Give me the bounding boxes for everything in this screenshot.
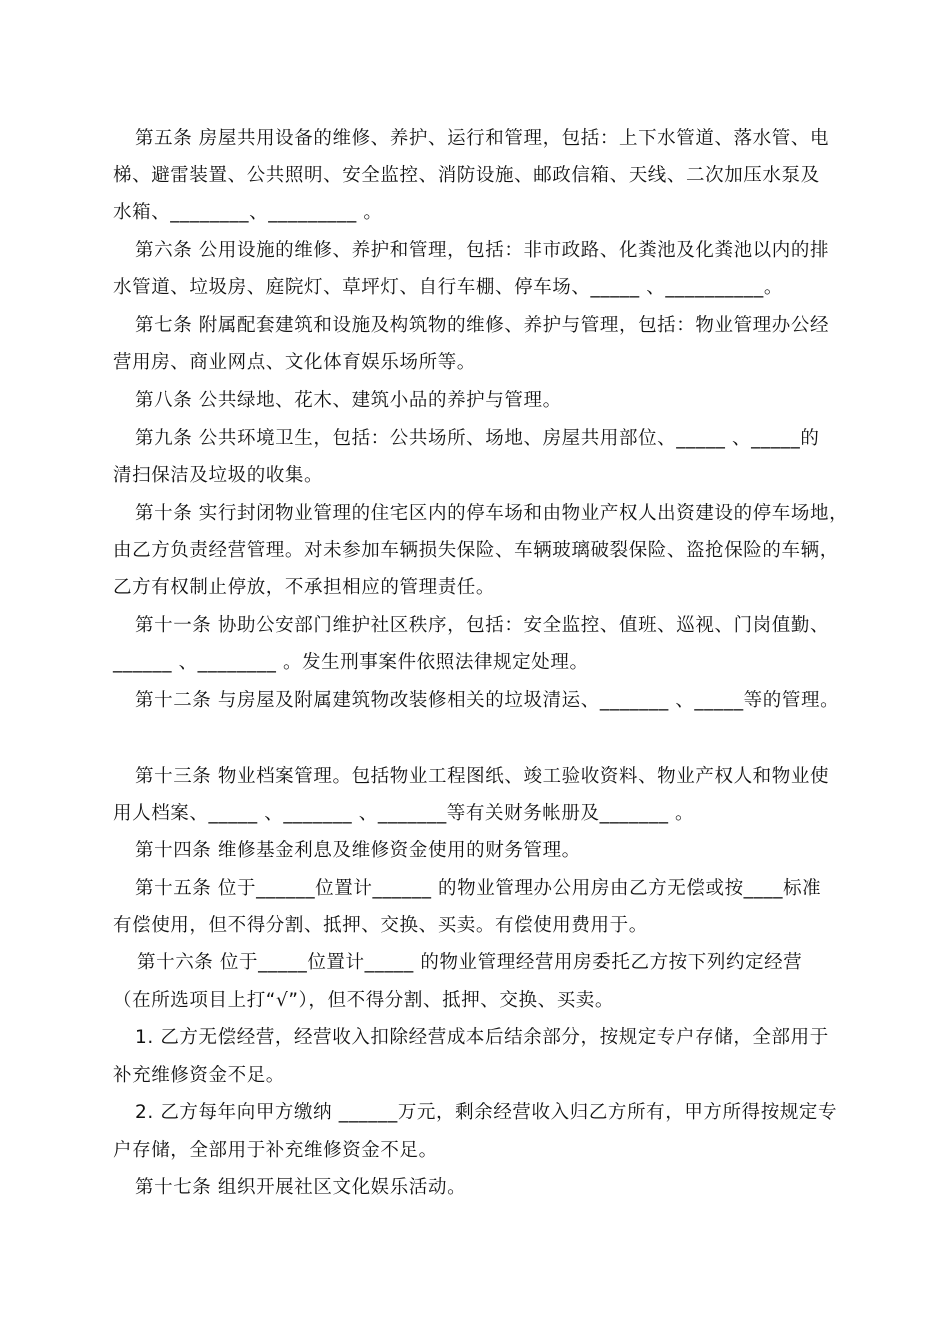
article-16-line-1: 第十六条 位于_____位置计_____ 的物业管理经营用房委托乙方按下列约定经营 [137,952,803,973]
article-5-line-2: 梯、避雷装置、公共照明、安全监控、消防设施、邮政信箱、天线、二次加压水泵及 [113,165,820,186]
option-2-line-1: 2. 乙方每年向甲方缴纳 ______万元，剩余经营收入归乙方所有，甲方所得按规定专 [135,1102,838,1123]
article-5-line-1: 第五条 房屋共用设备的维修、养护、运行和管理，包括：上下水管道、落水管、电 [135,128,830,149]
article-9-line-2: 清扫保洁及垃圾的收集。 [113,465,324,486]
article-13-line-1: 第十三条 物业档案管理。包括物业工程图纸、竣工验收资料、物业产权人和物业使 [135,766,830,787]
article-10-line-1: 第十条 实行封闭物业管理的住宅区内的停车场和由物业产权人出资建设的停车场地， [135,503,849,524]
article-15-line-2: 有偿使用，但不得分割、抵押、交换、买卖。有偿使用费用于。 [113,915,648,936]
article-6-line-1: 第六条 公用设施的维修、养护和管理，包括：非市政路、化粪池及化粪池以内的排 [135,240,830,261]
article-11-line-1: 第十一条 协助公安部门维护社区秩序，包括：安全监控、值班、巡视、门岗值勤、 [135,615,830,636]
article-5-line-3: 水箱、________、_________ 。 [113,202,383,223]
article-10-line-2: 由乙方负责经营管理。对未参加车辆损失保险、车辆玻璃破裂保险、盗抢保险的车辆， [113,540,839,561]
article-17-line-1: 第十七条 组织开展社区文化娱乐活动。 [135,1177,467,1198]
article-12-line-1: 第十二条 与房屋及附属建筑物改装修相关的垃圾清运、_______ 、_____等的管理。 [135,690,840,711]
article-15-line-1: 第十五条 位于______位置计______ 的物业管理办公用房由乙方无偿或按____标准 [135,878,822,899]
option-1-line-1: 1. 乙方无偿经营，经营收入扣除经营成本后结余部分，按规定专户存储，全部用于 [135,1027,829,1048]
option-1-line-2: 补充维修资金不足。 [113,1065,285,1086]
article-7-line-2: 营用房、商业网点、文化体育娱乐场所等。 [113,352,476,373]
article-8-line-1: 第八条 公共绿地、花木、建筑小品的养护与管理。 [135,390,562,411]
article-7-line-1: 第七条 附属配套建筑和设施及构筑物的维修、养护与管理，包括：物业管理办公经 [135,315,830,336]
option-2-line-2: 户存储，全部用于补充维修资金不足。 [113,1140,438,1161]
article-9-line-1: 第九条 公共环境卫生，包括：公共场所、场地、房屋共用部位、_____ 、_____的 [135,428,820,449]
article-13-line-2: 用人档案、_____ 、_______ 、_______等有关财务帐册及_______ 。 [113,803,695,824]
article-11-line-2: ______ 、________ 。发生刑事案件依照法律规定处理。 [113,652,589,673]
article-14-line-1: 第十四条 维修基金利息及维修资金使用的财务管理。 [135,840,581,861]
article-10-line-3: 乙方有权制止停放，不承担相应的管理责任。 [113,577,496,598]
article-16-line-2: （在所选项目上打“√”），但不得分割、抵押、交换、买卖。 [113,990,615,1011]
article-6-line-2: 水管道、垃圾房、庭院灯、草坪灯、自行车棚、停车场、_____ 、__________。 [113,277,783,298]
